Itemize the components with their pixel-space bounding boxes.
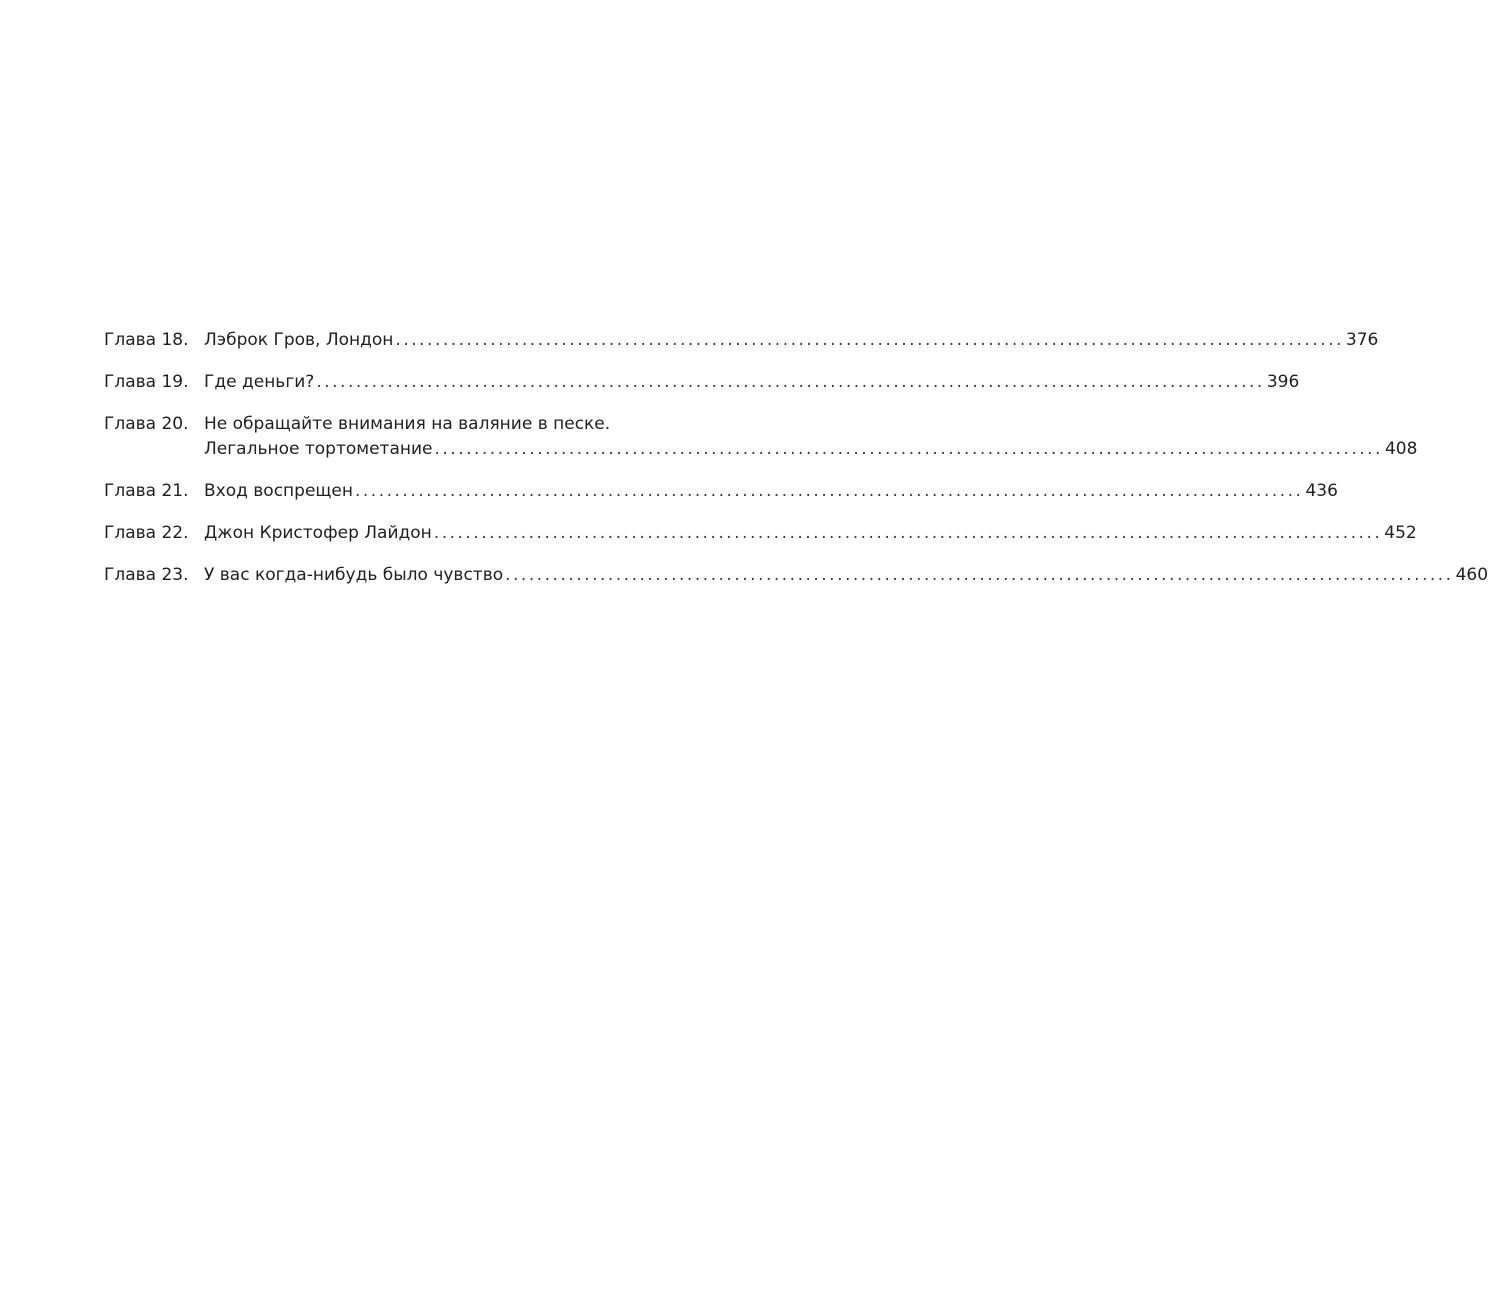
chapter-title-block — [204, 479, 1338, 504]
chapter-label: Глава 18. — [104, 330, 189, 350]
dot-leader: ........................................................................................................................ — [355, 481, 1304, 501]
dot-leader: ........................................................................................................................ — [395, 330, 1344, 350]
chapter-label: Глава 21. — [104, 481, 189, 501]
dot-leader: ........................................................................................................................ — [505, 565, 1454, 585]
chapter-title-line — [204, 328, 1379, 353]
toc-entry-chapter-18 — [104, 328, 1379, 353]
table-of-contents — [104, 328, 1488, 605]
chapter-title-block — [204, 370, 1300, 395]
chapter-title: Лэброк Гров, Лондон — [204, 330, 394, 350]
toc-entry-chapter-22 — [104, 521, 1417, 546]
chapter-title: Джон Кристофер Лайдон — [204, 523, 432, 543]
chapter-title-block — [204, 521, 1417, 546]
chapter-label: Глава 19. — [104, 372, 189, 392]
page-number: 376 — [1345, 330, 1379, 350]
chapter-title-line — [204, 521, 1417, 546]
chapter-title: Вход воспрещен — [204, 481, 353, 501]
toc-entry-chapter-21 — [104, 479, 1338, 504]
chapter-title-line-2 — [204, 437, 1418, 462]
page-number: 452 — [1384, 523, 1417, 543]
chapter-label: Глава 22. — [104, 523, 189, 543]
chapter-title-part-1: Не обращайте внимания на валяние в песке. — [204, 414, 611, 434]
chapter-title-line — [204, 563, 1488, 588]
chapter-label: Глава 20. — [104, 414, 189, 434]
chapter-title: У вас когда-нибудь было чувство — [204, 565, 504, 585]
chapter-title-part-2: Легальное тортометание — [204, 439, 433, 459]
toc-entry-chapter-23 — [104, 563, 1488, 588]
page-number: 396 — [1266, 372, 1300, 392]
chapter-title-block — [204, 563, 1488, 588]
chapter-title-block — [204, 412, 1418, 462]
chapter-title-block — [204, 328, 1379, 353]
toc-entry-chapter-20 — [104, 412, 1418, 462]
page-number: 460 — [1455, 565, 1488, 585]
chapter-title-line-1 — [204, 412, 704, 437]
chapter-title: Где деньги? — [204, 372, 315, 392]
chapter-title-line — [204, 479, 1338, 504]
chapter-label: Глава 23. — [104, 565, 189, 585]
toc-entry-chapter-19 — [104, 370, 1300, 395]
dot-leader: ........................................................................................................................ — [316, 372, 1265, 392]
dot-leader: ........................................................................................................................ — [434, 439, 1383, 459]
chapter-title-line — [204, 370, 1300, 395]
page-number: 408 — [1384, 439, 1418, 459]
dot-leader: ........................................................................................................................ — [433, 523, 1383, 543]
page-number: 436 — [1305, 481, 1338, 501]
